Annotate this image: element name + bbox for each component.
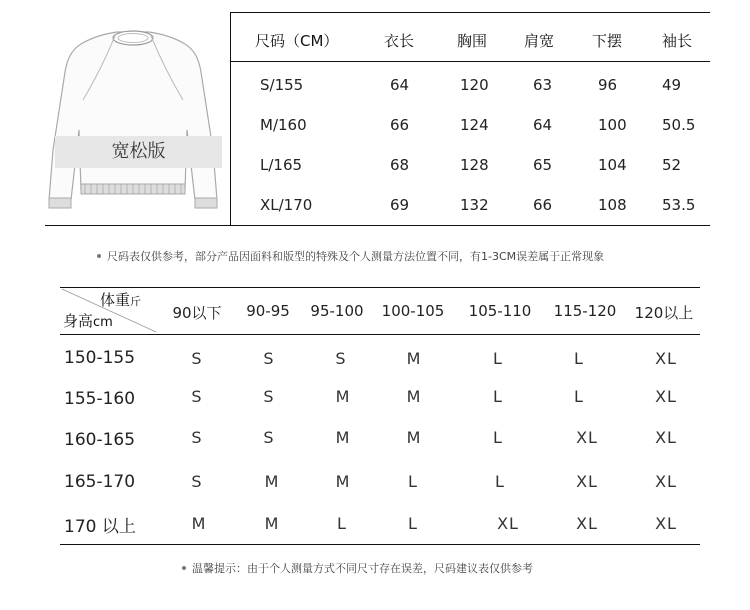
sleeve-cell: 52 xyxy=(662,156,682,174)
size-cell: XL/170 xyxy=(260,196,313,214)
size-suggestion: XL xyxy=(655,472,677,491)
size-table-header-size: 尺码（CM） xyxy=(255,32,339,50)
size-suggestion: L xyxy=(493,387,503,406)
size-table-header-length: 衣长 xyxy=(384,32,415,50)
sweater-illustration xyxy=(45,20,220,225)
footer-note-text: 温馨提示：由于个人测量方式不同尺寸存在误差，尺码建议表仅供参考 xyxy=(192,562,533,575)
shoulder-cell: 65 xyxy=(533,156,553,174)
chest-cell: 128 xyxy=(460,156,489,174)
size-suggestion: M xyxy=(191,514,207,533)
hem-cell: 104 xyxy=(598,156,627,174)
size-table-header-divider xyxy=(230,61,710,62)
size-cell: L/165 xyxy=(260,156,303,174)
height-range-label: 150-155 xyxy=(64,348,136,368)
size-suggestion: XL xyxy=(576,514,598,533)
length-cell: 64 xyxy=(390,76,410,94)
shoulder-cell: 64 xyxy=(533,116,553,134)
shoulder-cell: 66 xyxy=(533,196,553,214)
size-table-header-chest: 胸围 xyxy=(457,32,488,50)
size-suggestion: M xyxy=(406,387,422,406)
size-suggestion: M xyxy=(406,349,422,368)
sleeve-cell: 53.5 xyxy=(662,196,696,214)
chest-cell: 132 xyxy=(460,196,489,214)
hem-cell: 100 xyxy=(598,116,627,134)
size-suggestion: L xyxy=(574,387,584,406)
size-suggestion: S xyxy=(191,472,203,491)
size-suggestion: XL xyxy=(497,514,519,533)
size-suggestion: L xyxy=(408,514,418,533)
height-axis-label: 身高cm xyxy=(63,312,113,330)
size-suggestion: XL xyxy=(655,514,677,533)
size-table-left-border xyxy=(230,12,231,225)
size-suggestion: L xyxy=(408,472,418,491)
size-suggestion: M xyxy=(335,428,351,447)
sleeve-cell: 49 xyxy=(662,76,682,94)
size-suggestion: M xyxy=(406,428,422,447)
recommend-table-header-divider xyxy=(60,334,700,335)
size-suggestion: S xyxy=(335,349,347,368)
size-table-header-shoulder: 肩宽 xyxy=(524,32,555,50)
size-cell: S/155 xyxy=(260,76,304,94)
chest-cell: 124 xyxy=(460,116,489,134)
weight-range-header: 115-120 xyxy=(553,302,617,320)
length-cell: 69 xyxy=(390,196,410,214)
size-table-header-hem: 下摆 xyxy=(592,32,623,50)
size-suggestion: M xyxy=(335,387,351,406)
length-cell: 66 xyxy=(390,116,410,134)
height-range-label: 155-160 xyxy=(64,389,136,409)
sleeve-cell: 50.5 xyxy=(662,116,696,134)
size-suggestion: M xyxy=(335,472,351,491)
size-suggestion: M xyxy=(264,472,280,491)
size-table-top-border xyxy=(230,12,710,13)
hem-cell: 108 xyxy=(598,196,627,214)
size-suggestion: L xyxy=(574,349,584,368)
bullet-icon xyxy=(182,566,186,570)
height-range-label: 165-170 xyxy=(64,472,136,492)
hem-cell: 96 xyxy=(598,76,618,94)
size-table-bottom-border xyxy=(45,225,710,226)
height-range-label: 160-165 xyxy=(64,430,136,450)
size-suggestion: S xyxy=(191,349,203,368)
size-suggestion: XL xyxy=(655,349,677,368)
size-suggestion: M xyxy=(264,514,280,533)
size-suggestion: S xyxy=(263,387,275,406)
bullet-icon xyxy=(97,254,101,258)
recommend-table-bottom-border xyxy=(60,544,700,545)
size-suggestion: S xyxy=(263,349,275,368)
weight-range-header: 120以上 xyxy=(634,304,694,322)
shoulder-cell: 63 xyxy=(533,76,553,94)
size-suggestion: S xyxy=(191,428,203,447)
footer-note xyxy=(182,560,533,576)
length-cell: 68 xyxy=(390,156,410,174)
size-suggestion: XL xyxy=(655,428,677,447)
weight-axis-label: 体重斤 xyxy=(100,291,142,309)
size-suggestion: L xyxy=(493,349,503,368)
weight-range-header: 95-100 xyxy=(310,302,364,320)
height-range-label: 170 以上 xyxy=(64,517,136,537)
size-suggestion: XL xyxy=(576,428,598,447)
fit-label: 宽松版 xyxy=(111,141,166,162)
chest-cell: 120 xyxy=(460,76,489,94)
size-suggestion: XL xyxy=(655,387,677,406)
weight-range-header: 100-105 xyxy=(381,302,445,320)
size-suggestion: L xyxy=(493,428,503,447)
size-suggestion: XL xyxy=(576,472,598,491)
size-suggestion: S xyxy=(191,387,203,406)
weight-range-header: 90-95 xyxy=(246,302,290,320)
size-suggestion: L xyxy=(337,514,347,533)
size-note-text: 尺码表仅供参考，部分产品因面料和版型的特殊及个人测量方法位置不同，有1-3CM误差属于正常现象 xyxy=(107,250,605,263)
weight-range-header: 90以下 xyxy=(172,304,222,322)
size-suggestion: S xyxy=(263,428,275,447)
size-suggestion: L xyxy=(495,472,505,491)
size-note xyxy=(97,248,604,264)
size-cell: M/160 xyxy=(260,116,307,134)
size-table-header-sleeve: 袖长 xyxy=(662,32,693,50)
weight-range-header: 105-110 xyxy=(468,302,532,320)
